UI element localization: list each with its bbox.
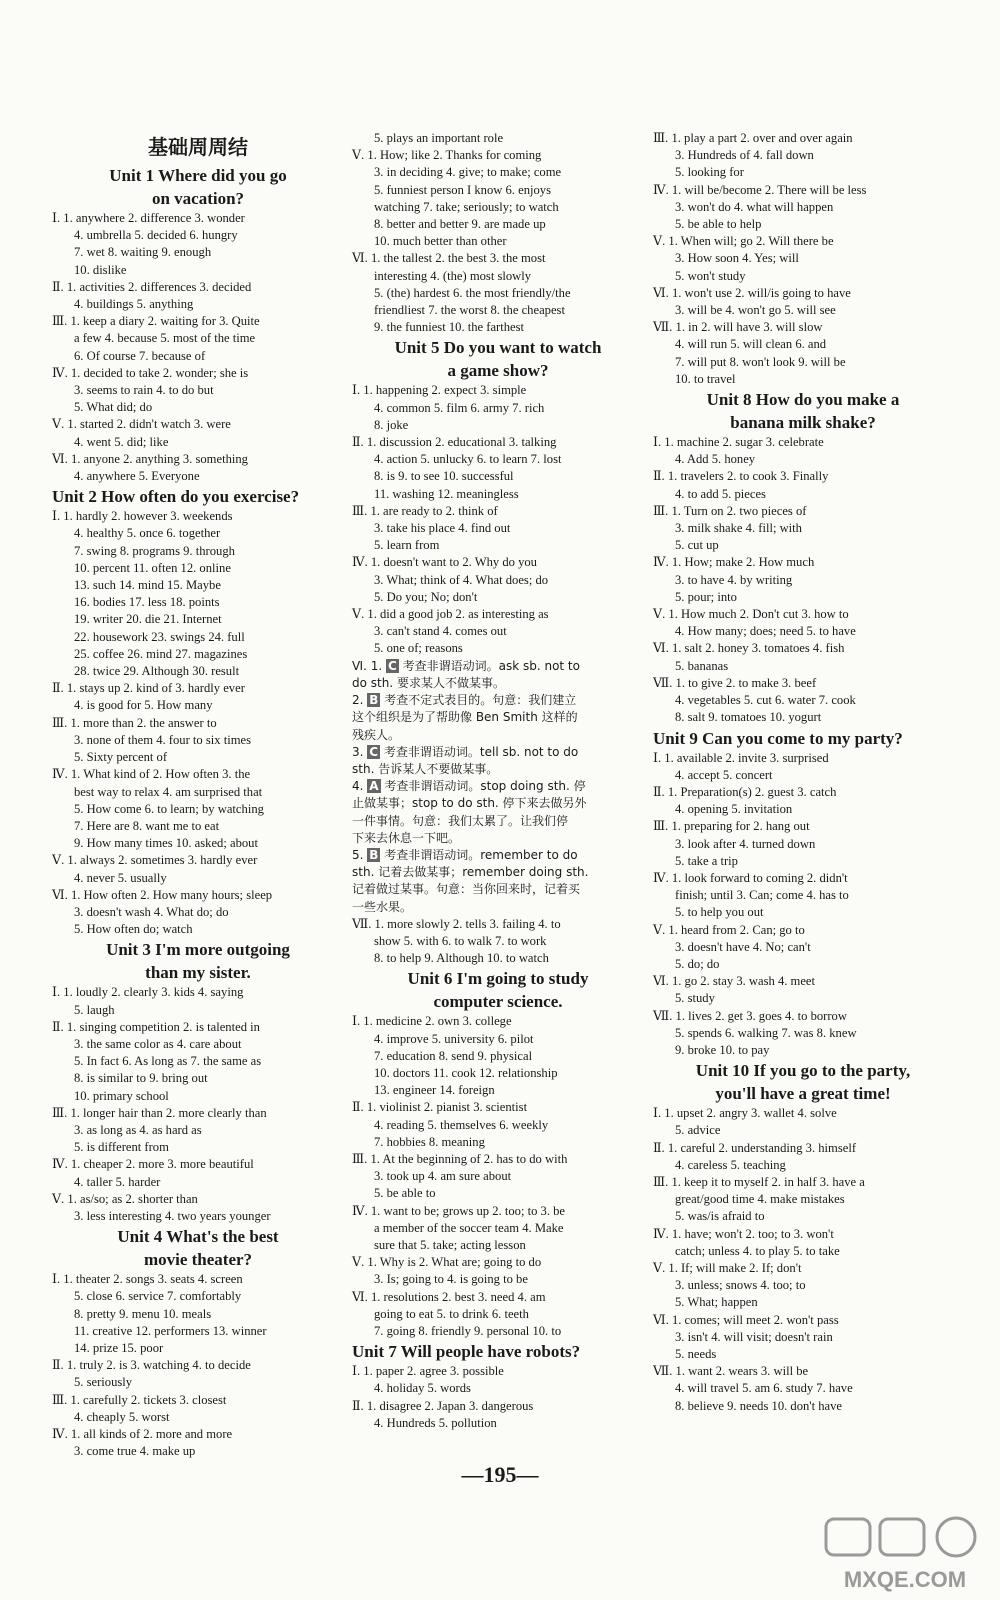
answer-line: 8. pretty 9. menu 10. meals: [74, 1306, 212, 1321]
unit-heading: Unit 10 If you go to the party,: [695, 1061, 911, 1081]
answer-line: Ⅳ. 1. all kinds of 2. more and more: [52, 1427, 233, 1441]
unit-heading: a game show?: [447, 361, 549, 381]
answer-explanation: 考查非谓语动词。remember to do: [380, 847, 578, 862]
mc-answer-line: [352, 778, 644, 795]
answer-line: 5. needs: [675, 1347, 717, 1361]
answer-line: Ⅲ. 1. keep it to myself 2. in half 3. have a: [653, 1174, 865, 1189]
answer-line: 5. In fact 6. As long as 7. the same as: [74, 1054, 262, 1069]
answer-line: 4. will run 5. will clean 6. and: [675, 337, 827, 352]
answer-line: Ⅱ. 1. violinist 2. pianist 3. scientist: [352, 1100, 528, 1115]
answer-line: Ⅱ. 1. discussion 2. educational 3. talking: [352, 435, 557, 450]
answer-line: 10. doctors 11. cook 12. relationship: [374, 1065, 558, 1080]
answer-line: Ⅳ. 1. doesn't want to 2. Why do you: [352, 555, 537, 570]
answer-line: a few 4. because 5. most of the time: [74, 331, 256, 346]
answer-line: great/good time 4. make mistakes: [675, 1192, 845, 1207]
answer-line: 13. engineer 14. foreign: [374, 1083, 495, 1098]
answer-line: a member of the soccer team 4. Make: [374, 1220, 564, 1235]
answer-line: 3. Is; going to 4. is going to be: [374, 1272, 528, 1287]
unit-heading: on vacation?: [151, 189, 245, 208]
answer-line: Ⅲ. 1. preparing for 2. hang out: [653, 819, 810, 834]
answer-line: Ⅰ. 1. medicine 2. own 3. college: [352, 1014, 512, 1029]
answer-line: 5. pour; into: [675, 589, 737, 604]
answer-line: 5. won't study: [675, 268, 746, 283]
answer-line: Ⅳ. 1. cheaper 2. more 3. more beautiful: [52, 1157, 254, 1172]
answer-line: going to eat 5. to drink 6. teeth: [374, 1306, 529, 1321]
answer-line: catch; unless 4. to play 5. to take: [675, 1243, 840, 1258]
answer-line: 7. education 8. send 9. physical: [374, 1048, 533, 1063]
answer-line: Ⅱ. 1. disagree 2. Japan 3. dangerous: [352, 1398, 534, 1413]
question-number: 4.: [352, 779, 368, 794]
answer-line: Ⅱ. 1. truly 2. is 3. watching 4. to decide: [52, 1358, 251, 1373]
answer-line: 4. Add 5. honey: [675, 452, 756, 467]
answer-line: 4. will travel 5. am 6. study 7. have: [675, 1381, 853, 1396]
answer-choice-box: B: [369, 693, 379, 708]
answer-line: 3. unless; snows 4. too; to: [675, 1278, 806, 1293]
answer-line: 5. close 6. service 7. comfortably: [74, 1289, 242, 1304]
answer-line: Ⅱ. 1. activities 2. differences 3. decided: [52, 279, 252, 294]
answer-line: 8. is 9. to see 10. successful: [374, 469, 514, 484]
mc-answer-line: [352, 847, 644, 864]
answer-line: 7. going 8. friendly 9. personal 10. to: [374, 1324, 562, 1338]
answer-explanation: 考查非谓语动词。stop doing sth. 停: [380, 779, 586, 794]
answer-line: 28. twice 29. Although 30. result: [74, 664, 240, 679]
answer-line: 一件事情。句意：我们太累了。让我们停: [352, 813, 569, 828]
answer-line: 4. taller 5. harder: [74, 1174, 161, 1189]
answer-line: sure that 5. take; acting lesson: [374, 1237, 526, 1252]
answer-line: 4. is good for 5. How many: [74, 698, 213, 713]
answer-line: 4. opening 5. invitation: [675, 802, 793, 817]
page-title: 基础周周结: [148, 135, 248, 159]
answer-line: 3. the same color as 4. care about: [74, 1036, 242, 1051]
question-number: Ⅵ. 1.: [352, 658, 386, 673]
answer-line: 5. study: [675, 991, 715, 1006]
answer-line: Ⅳ. 1. What kind of 2. How often 3. the: [52, 767, 251, 782]
answer-line: Ⅴ. 1. When will; go 2. Will there be: [653, 234, 834, 249]
answer-line: Ⅲ. 1. Turn on 2. two pieces of: [653, 503, 807, 518]
answer-line: 5. learn from: [374, 538, 440, 553]
answer-line: 10. much better than other: [374, 234, 507, 249]
answer-line: Ⅴ. 1. as/so; as 2. shorter than: [52, 1191, 198, 1206]
answer-line: Ⅰ. 1. hardly 2. however 3. weekends: [52, 509, 233, 524]
answer-line: 7. hobbies 8. meaning: [374, 1134, 485, 1149]
answer-line: 5. one of; reasons: [374, 641, 463, 656]
unit-heading: banana milk shake?: [730, 413, 876, 433]
answer-line: finish; until 3. Can; come 4. has to: [675, 888, 849, 903]
answer-line: 7. Here are 8. want me to eat: [74, 818, 220, 833]
answer-line: 8. to help 9. Although 10. to watch: [374, 951, 549, 966]
answer-line: 7. will put 8. won't look 9. will be: [675, 354, 846, 369]
answer-line: Ⅶ. 1. lives 2. get 3. goes 4. to borrow: [653, 1008, 847, 1023]
unit-heading: Unit 8 How do you make a: [706, 390, 900, 410]
answer-line: 5. funniest person I know 6. enjoys: [374, 182, 551, 197]
answer-line: 残疾人。: [352, 727, 401, 742]
answer-line: Ⅴ. 1. Why is 2. What are; going to do: [352, 1255, 542, 1270]
answer-line: 4. careless 5. teaching: [675, 1157, 786, 1172]
answer-line: Ⅶ. 1. to give 2. to make 3. beef: [653, 675, 817, 690]
answer-line: Ⅴ. 1. How; like 2. Thanks for coming: [352, 148, 542, 163]
answer-explanation: 考查非谓语动词。ask sb. not to: [398, 658, 580, 673]
answer-line: 7. swing 8. programs 9. through: [74, 543, 235, 558]
answer-line: 8. joke: [374, 417, 409, 432]
answer-line: 4. cheaply 5. worst: [74, 1409, 170, 1424]
answer-explanation: 考查非谓语动词。tell sb. not to do: [380, 744, 579, 759]
answer-line: Ⅵ. 1. resolutions 2. best 3. need 4. am: [352, 1289, 546, 1304]
answer-line: 8. better and better 9. are made up: [374, 217, 546, 232]
answer-line: 11. washing 12. meaningless: [374, 486, 519, 501]
answer-line: 5. is different from: [74, 1140, 169, 1155]
answer-line: do sth. 要求某人不做某事。: [352, 675, 505, 690]
unit-heading: than my sister.: [145, 963, 251, 983]
answer-line: Ⅲ. 1. play a part 2. over and over again: [653, 131, 853, 145]
answer-line: 3. will be 4. won't go 5. will see: [675, 303, 836, 318]
answer-line: 5. plays an important role: [374, 131, 504, 145]
answer-line: 3. What; think of 4. What does; do: [374, 572, 549, 587]
answer-line: 5. seriously: [74, 1375, 133, 1390]
unit-heading: Unit 5 Do you want to watch: [394, 338, 602, 358]
answer-line: 8. believe 9. needs 10. don't have: [675, 1398, 842, 1413]
answer-line: 4. accept 5. concert: [675, 767, 773, 782]
answer-line: 4. holiday 5. words: [374, 1381, 471, 1396]
answer-line: 3. seems to rain 4. to do but: [74, 383, 214, 398]
answer-line: 5. to help you out: [675, 905, 764, 920]
answer-line: 4. went 5. did; like: [74, 434, 169, 449]
answer-line: 16. bodies 17. less 18. points: [74, 595, 220, 610]
question-number: 2.: [352, 693, 368, 708]
answer-choice-box: C: [369, 744, 379, 759]
answer-line: 3. can't stand 4. comes out: [374, 624, 507, 639]
answer-choice-box: B: [369, 847, 379, 862]
unit-heading: Unit 7 Will people have robots?: [352, 1342, 581, 1362]
answer-line: 25. coffee 26. mind 27. magazines: [74, 646, 248, 661]
answer-line: Ⅵ. 1. How often 2. How many hours; sleep: [52, 887, 273, 902]
answer-line: 9. How many times 10. asked; about: [74, 836, 258, 851]
answer-line: Ⅰ. 1. paper 2. agree 3. possible: [352, 1364, 504, 1379]
answer-line: Ⅱ. 1. travelers 2. to cook 3. Finally: [653, 469, 829, 484]
answer-line: Ⅱ. 1. Preparation(s) 2. guest 3. catch: [653, 784, 837, 799]
unit-heading: Unit 3 I'm more outgoing: [106, 940, 290, 960]
answer-line: 记着做过某事。句意：当你回来时，记着买: [352, 882, 581, 897]
unit-heading: you'll have a great time!: [715, 1084, 891, 1104]
answer-line: 5. was/is afraid to: [675, 1209, 765, 1224]
question-number: 3.: [352, 744, 368, 759]
answer-line: 4. healthy 5. once 6. together: [74, 526, 221, 541]
answer-line: 5. looking for: [675, 165, 744, 180]
answer-line: Ⅳ. 1. have; won't 2. too; to 3. won't: [653, 1226, 834, 1241]
answer-line: 5. (the) hardest 6. the most friendly/the: [374, 285, 571, 300]
answer-line: 10. primary school: [74, 1088, 169, 1103]
answer-line: 3. look after 4. turned down: [675, 836, 816, 851]
answer-line: 5. Sixty percent of: [74, 750, 168, 765]
answer-line: Ⅲ. 1. longer hair than 2. more clearly than: [52, 1105, 267, 1120]
answer-line: 一些水果。: [352, 899, 413, 914]
answer-line: 5. spends 6. walking 7. was 8. knew: [675, 1025, 857, 1040]
answer-column-2: [352, 130, 644, 1432]
answer-line: 5. cut up: [675, 538, 719, 553]
answer-line: 5. What did; do: [74, 400, 153, 415]
watermark-logo: [820, 1515, 990, 1595]
answer-line: Ⅲ. 1. At the beginning of 2. has to do with: [352, 1151, 568, 1166]
answer-line: best way to relax 4. am surprised that: [74, 784, 263, 799]
answer-line: 4. anywhere 5. Everyone: [74, 469, 200, 484]
answer-line: 3. doesn't wash 4. What do; do: [74, 904, 229, 919]
answer-line: Ⅳ. 1. look forward to coming 2. didn't: [653, 870, 848, 885]
answer-line: sth. 告诉某人不要做某事。: [352, 761, 499, 776]
unit-heading: Unit 1 Where did you go: [109, 166, 287, 185]
answer-line: 5. Do you; No; don't: [374, 589, 478, 604]
answer-line: Ⅴ. 1. started 2. didn't watch 3. were: [52, 417, 231, 432]
answer-line: Ⅵ. 1. the tallest 2. the best 3. the most: [352, 251, 546, 266]
mc-answer-line: [352, 692, 644, 709]
mc-answer-line: [352, 658, 644, 675]
answer-line: Ⅴ. 1. heard from 2. Can; go to: [653, 922, 805, 937]
answer-explanation: 考查不定式表目的。句意：我们建立: [380, 693, 577, 708]
answer-line: Ⅳ. 1. want to be; grows up 2. too; to 3. be: [352, 1203, 566, 1218]
answer-line: 8. salt 9. tomatoes 10. yogurt: [675, 710, 822, 725]
answer-line: 5. bananas: [675, 658, 729, 673]
answer-line: Ⅳ. 1. will be/become 2. There will be less: [653, 182, 867, 197]
answer-line: 3. none of them 4. four to six times: [74, 732, 251, 747]
answer-line: 3. to have 4. by writing: [675, 572, 793, 587]
answer-line: 6. Of course 7. because of: [74, 348, 206, 363]
answer-line: Ⅴ. 1. If; will make 2. If; don't: [653, 1260, 802, 1275]
answer-line: Ⅰ. 1. anywhere 2. difference 3. wonder: [52, 211, 245, 225]
answer-line: Ⅱ. 1. careful 2. understanding 3. himself: [653, 1140, 857, 1155]
answer-line: 3. took up 4. am sure about: [374, 1169, 512, 1184]
mc-answer-line: [352, 744, 644, 761]
answer-line: 4. buildings 5. anything: [74, 297, 194, 312]
unit-heading: Unit 4 What's the best: [117, 1227, 279, 1247]
answer-line: show 5. with 6. to walk 7. to work: [374, 933, 547, 948]
answer-line: watching 7. take; seriously; to watch: [374, 199, 559, 214]
answer-line: 止做某事；stop to do sth. 停下来去做另外: [352, 796, 587, 811]
answer-line: 5. What; happen: [675, 1295, 758, 1310]
answer-line: 5. How often do; watch: [74, 922, 193, 937]
answer-line: 5. laugh: [74, 1002, 115, 1017]
answer-line: 4. umbrella 5. decided 6. hungry: [74, 228, 238, 243]
unit-heading: Unit 2 How often do you exercise?: [52, 487, 300, 507]
answer-line: 4. How many; does; need 5. to have: [675, 624, 856, 639]
answer-line: 5. be able to: [374, 1186, 436, 1201]
answer-line: friendliest 7. the worst 8. the cheapest: [374, 303, 565, 318]
answer-line: 22. housework 23. swings 24. full: [74, 629, 245, 644]
question-number: 5.: [352, 847, 368, 862]
answer-line: 4. reading 5. themselves 6. weekly: [374, 1117, 549, 1132]
answer-line: 5. take a trip: [675, 853, 738, 868]
answer-line: Ⅴ. 1. always 2. sometimes 3. hardly ever: [52, 853, 258, 868]
answer-line: 4. to add 5. pieces: [675, 486, 766, 501]
answer-choice-box: C: [387, 658, 397, 673]
answer-line: 10. dislike: [74, 262, 127, 277]
answer-line: 5. advice: [675, 1123, 721, 1138]
answer-line: 4. improve 5. university 6. pilot: [374, 1031, 534, 1046]
answer-line: 4. action 5. unlucky 6. to learn 7. lost: [374, 452, 562, 467]
answer-choice-box: A: [369, 779, 379, 794]
answer-line: interesting 4. (the) most slowly: [374, 268, 532, 283]
answer-line: Ⅶ. 1. in 2. will have 3. will slow: [653, 320, 823, 335]
answer-line: Ⅱ. 1. stays up 2. kind of 3. hardly ever: [52, 681, 245, 696]
answer-line: 4. Hundreds 5. pollution: [374, 1415, 497, 1430]
answer-line: 3. Hundreds of 4. fall down: [675, 148, 814, 163]
answer-line: 4. vegetables 5. cut 6. water 7. cook: [675, 693, 856, 708]
answer-line: 11. creative 12. performers 13. winner: [74, 1323, 267, 1338]
answer-line: Ⅲ. 1. more than 2. the answer to: [52, 715, 217, 730]
answer-line: 3. milk shake 4. fill; with: [675, 521, 802, 536]
answer-line: 3. doesn't have 4. No; can't: [675, 939, 811, 954]
page-number: —195—: [461, 1462, 539, 1487]
answer-line: Ⅰ. 1. upset 2. angry 3. wallet 4. solve: [653, 1106, 837, 1121]
answer-line: Ⅴ. 1. did a good job 2. as interesting as: [352, 607, 549, 622]
answer-line: 9. broke 10. to pay: [675, 1042, 770, 1057]
answer-line: Ⅵ. 1. salt 2. honey 3. tomatoes 4. fish: [653, 641, 845, 656]
answer-line: 3. isn't 4. will visit; doesn't rain: [675, 1329, 833, 1344]
answer-line: 5. How come 6. to learn; by watching: [74, 801, 264, 816]
answer-line: 9. the funniest 10. the farthest: [374, 320, 525, 335]
answer-line: 14. prize 15. poor: [74, 1340, 164, 1355]
answer-line: Ⅲ. 1. carefully 2. tickets 3. closest: [52, 1392, 227, 1407]
answer-column-1: [52, 130, 344, 1460]
answer-line: 这个组织是为了帮助像 Ben Smith 这样的: [352, 710, 578, 725]
answer-line: 10. percent 11. often 12. online: [74, 560, 231, 575]
answer-line: Ⅰ. 1. happening 2. expect 3. simple: [352, 383, 527, 398]
answer-line: Ⅵ. 1. go 2. stay 3. wash 4. meet: [653, 974, 816, 989]
answer-line: 4. never 5. usually: [74, 870, 167, 885]
answer-line: Ⅲ. 1. are ready to 2. think of: [352, 503, 498, 518]
answer-line: Ⅰ. 1. machine 2. sugar 3. celebrate: [653, 435, 824, 450]
answer-line: 3. come true 4. make up: [74, 1444, 196, 1459]
answer-line: 5. do; do: [675, 956, 720, 971]
answer-line: 19. writer 20. die 21. Internet: [74, 612, 222, 627]
answer-line: 下来去休息一下吧。: [352, 830, 461, 845]
answer-line: Ⅰ. 1. available 2. invite 3. surprised: [653, 750, 829, 765]
svg-text:MXQE.COM: MXQE.COM: [843, 1567, 967, 1592]
answer-line: 7. wet 8. waiting 9. enough: [74, 245, 212, 260]
answer-line: Ⅰ. 1. theater 2. songs 3. seats 4. screen: [52, 1272, 243, 1287]
unit-heading: movie theater?: [143, 1250, 253, 1270]
answer-line: 4. common 5. film 6. army 7. rich: [374, 400, 545, 415]
unit-heading: Unit 6 I'm going to study: [407, 969, 589, 989]
unit-heading: Unit 9 Can you come to my party?: [653, 728, 903, 748]
answer-line: 13. such 14. mind 15. Maybe: [74, 578, 221, 593]
answer-line: Ⅳ. 1. decided to take 2. wonder; she is: [52, 365, 249, 380]
answer-line: 3. take his place 4. find out: [374, 521, 511, 536]
answer-line: Ⅰ. 1. loudly 2. clearly 3. kids 4. saying: [52, 985, 244, 1000]
answer-line: 3. less interesting 4. two years younger: [74, 1208, 271, 1223]
answer-line: 3. as long as 4. as hard as: [74, 1122, 202, 1137]
answer-line: Ⅵ. 1. comes; will meet 2. won't pass: [653, 1312, 839, 1327]
answer-line: sth. 记着去做某事；remember doing sth.: [352, 865, 589, 880]
answer-line: Ⅱ. 1. singing competition 2. is talented in: [52, 1019, 260, 1034]
answer-line: Ⅵ. 1. anyone 2. anything 3. something: [52, 451, 248, 466]
answer-line: 5. be able to help: [675, 217, 762, 232]
answer-line: Ⅵ. 1. won't use 2. will/is going to have: [653, 285, 851, 300]
answer-line: 3. How soon 4. Yes; will: [675, 251, 799, 266]
answer-line: 3. won't do 4. what will happen: [675, 199, 834, 214]
answer-column-3: [653, 130, 953, 1415]
answer-line: Ⅴ. 1. How much 2. Don't cut 3. how to: [653, 607, 849, 622]
answer-line: Ⅲ. 1. keep a diary 2. waiting for 3. Quite: [52, 314, 260, 329]
answer-line: Ⅳ. 1. How; make 2. How much: [653, 555, 815, 570]
answer-line: 3. in deciding 4. give; to make; come: [374, 165, 562, 180]
answer-line: Ⅶ. 1. want 2. wears 3. will be: [653, 1364, 809, 1379]
answer-line: 10. to travel: [675, 371, 736, 386]
unit-heading: computer science.: [433, 992, 563, 1012]
answer-line: 8. is similar to 9. bring out: [74, 1071, 208, 1086]
answer-line: Ⅶ. 1. more slowly 2. tells 3. failing 4. to: [352, 916, 561, 931]
